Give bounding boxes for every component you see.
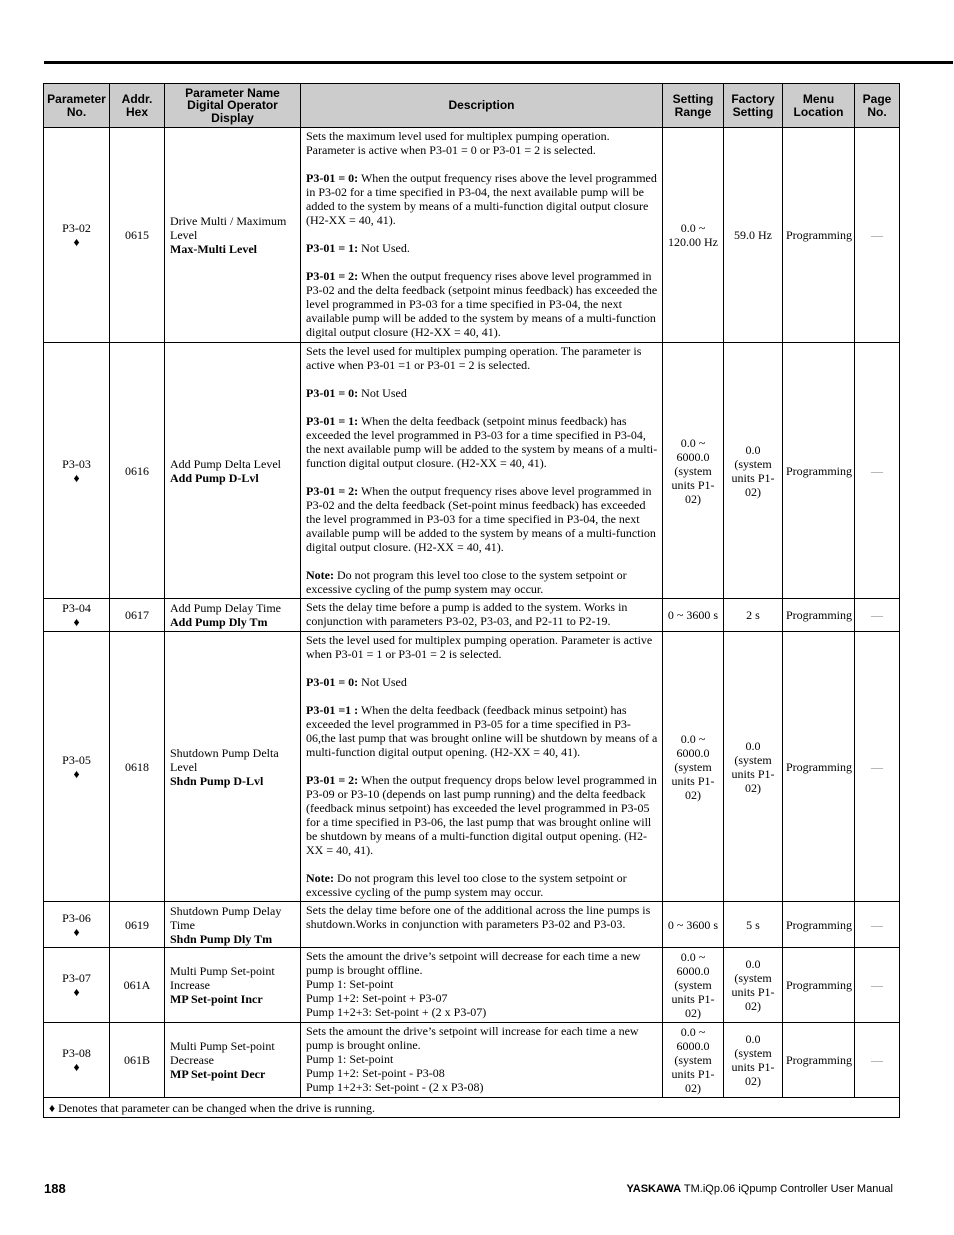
setting-range-cell: 0.0 ~ 6000.0 (system units P1-02)	[663, 948, 724, 1023]
footnote-row	[44, 1098, 900, 1118]
description-paragraph	[306, 1005, 659, 1019]
menu-location-cell: Programming	[783, 1023, 855, 1098]
description-paragraph	[306, 991, 659, 1005]
description-text: Sets the amount the drive’s setpoint will increase for each time a new pump is brought online.	[306, 1024, 639, 1052]
description-paragraph	[306, 949, 659, 977]
description-text: Not Used.	[358, 241, 410, 255]
description-text: Pump 1: Set-point	[306, 977, 394, 991]
param-number: P3-08	[62, 1046, 91, 1060]
addr-hex-cell: 061A	[110, 948, 165, 1023]
param-number: P3-04	[62, 601, 91, 615]
param-name: Add Pump Delay Time	[170, 601, 282, 615]
page-number-cell: —	[855, 902, 900, 948]
description-bold-label: Note:	[306, 871, 334, 885]
description-text: Not Used	[358, 675, 407, 689]
param-name: Multi Pump Set-point Decrease	[170, 1039, 275, 1067]
description-cell	[301, 128, 663, 343]
description-text: When the delta feedback (feedback minus setpoint) has exceeded the level programmed in P3-05 for a time specified in P3-06,the last pump that was brought online will be shutdown by means of a multi-function digital output opening. (H2-XX = 40, 41).	[306, 703, 658, 759]
page-number-cell: —	[855, 632, 900, 902]
param-name-cell	[165, 902, 301, 948]
page-number-cell: —	[855, 343, 900, 599]
description-paragraph	[306, 344, 659, 372]
description-text: Pump 1: Set-point	[306, 1052, 394, 1066]
description-text: When the output frequency rises above level programmed in P3-02 and the delta feedback (setpoint minus feedback) has exceeded the level programmed in P3-03 for a time specified in P3-04, the next available pump will be added to the system by means of a multi-function digital output closure (H2-XX = 40, 41).	[306, 269, 658, 339]
param-number: P3-06	[62, 910, 91, 925]
description-cell	[301, 599, 663, 632]
menu-location-cell: Programming	[783, 902, 855, 948]
description-paragraph	[306, 568, 659, 596]
setting-range-cell: 0.0 ~ 6000.0 (system units P1-02)	[663, 632, 724, 902]
description-bold-label: P3-01 = 2:	[306, 269, 359, 283]
diamond-icon: ♦	[73, 235, 80, 249]
description-bold-label: P3-01 = 0:	[306, 675, 359, 689]
header-param-no: Parameter No.	[44, 84, 110, 128]
factory-setting-cell: 0.0 (system units P1-02)	[724, 948, 783, 1023]
description-text: Sets the delay time before a pump is added to the system. Works in conjunction with parameters P3-02, P3-03, and P2-11 to P2-19.	[306, 600, 628, 628]
factory-setting-cell: 59.0 Hz	[724, 128, 783, 343]
description-paragraph	[306, 871, 659, 899]
header-setting-range: Setting Range	[663, 84, 724, 128]
description-cell	[301, 1023, 663, 1098]
description-text: When the output frequency drops below level programmed in P3-09 or P3-10 (depends on last pump running) and the delta feedback (feedback minus setpoint) has exceeded the level programmed in P3-05 for a time specified in P3-06, the last pump that was brought online will be shutdown by means of a multi-function digital output opening. (H2-XX = 40, 41).	[306, 773, 657, 857]
operator-display: Add Pump Dly Tm	[170, 615, 268, 629]
footer-title	[626, 1183, 893, 1195]
description-paragraph	[306, 1024, 659, 1052]
param-name: Shutdown Pump Delta Level	[170, 745, 279, 774]
description-bold-label: P3-01 = 2:	[306, 773, 359, 787]
param-number: P3-07	[62, 971, 91, 985]
header-name-display: Parameter Name Digital Operator Display	[165, 84, 301, 128]
description-cell	[301, 632, 663, 902]
description-bold-label: P3-01 = 0:	[306, 386, 359, 400]
setting-range-cell: 0.0 ~ 120.00 Hz	[663, 128, 724, 343]
param-number-cell	[44, 632, 110, 902]
addr-hex-cell: 0615	[110, 128, 165, 343]
description-paragraph	[306, 675, 659, 689]
param-number: P3-03	[62, 456, 91, 471]
header-addr-hex: Addr. Hex	[110, 84, 165, 128]
param-number: P3-02	[62, 221, 91, 235]
table-body	[44, 128, 900, 1098]
description-text: When the output frequency rises above the level programmed in P3-02 for a time specified in P3-04, the next available pump will be added to the system by means of a multi-function digital output closure (H2-XX = 40, 41).	[306, 171, 657, 227]
factory-setting-cell: 0.0 (system units P1-02)	[724, 343, 783, 599]
table-row	[44, 948, 900, 1023]
param-name-cell	[165, 1023, 301, 1098]
diamond-icon: ♦	[73, 766, 80, 781]
description-text: Sets the maximum level used for multiplex pumping operation. Parameter is active when P3-01 = 0 or P3-01 = 2 is selected.	[306, 129, 610, 157]
footnote-text: ♦ Denotes that parameter can be changed when the drive is running.	[44, 1098, 900, 1118]
diamond-icon: ♦	[73, 924, 80, 939]
manual-title: TM.iQp.06 iQpump Controller User Manual	[681, 1183, 893, 1195]
description-text: Pump 1+2+3: Set-point + (2 x P3-07)	[306, 1005, 487, 1019]
setting-range-cell: 0 ~ 3600 s	[663, 599, 724, 632]
page-number: 188	[44, 1181, 66, 1196]
page-number-cell: —	[855, 599, 900, 632]
table-row	[44, 902, 900, 948]
operator-display: Shdn Pump D-Lvl	[170, 773, 264, 788]
header-menu-location: Menu Location	[783, 84, 855, 128]
param-name: Shutdown Pump Delay Time	[170, 903, 282, 932]
param-name-cell	[165, 948, 301, 1023]
description-cell	[301, 948, 663, 1023]
table-row	[44, 599, 900, 632]
table-row	[44, 632, 900, 902]
page-number-cell: —	[855, 948, 900, 1023]
addr-hex-cell: 061B	[110, 1023, 165, 1098]
param-number-cell	[44, 343, 110, 599]
param-name: Drive Multi / Maximum Level	[170, 214, 287, 242]
header-description: Description	[301, 84, 663, 128]
table-row	[44, 1023, 900, 1098]
setting-range-cell: 0.0 ~ 6000.0 (system units P1-02)	[663, 1023, 724, 1098]
param-name: Multi Pump Set-point Increase	[170, 964, 275, 992]
description-paragraph	[306, 600, 659, 628]
setting-range-cell: 0 ~ 3600 s	[663, 902, 724, 948]
description-paragraph	[306, 484, 659, 554]
param-name-cell	[165, 599, 301, 632]
menu-location-cell: Programming	[783, 599, 855, 632]
param-number-cell	[44, 1023, 110, 1098]
param-name-cell	[165, 632, 301, 902]
header-factory-setting: Factory Setting	[724, 84, 783, 128]
addr-hex-cell: 0618	[110, 632, 165, 902]
diamond-icon: ♦	[73, 1060, 80, 1074]
diamond-icon: ♦	[73, 985, 80, 999]
description-cell	[301, 343, 663, 599]
brand-name: YASKAWA	[626, 1183, 682, 1195]
description-paragraph	[306, 129, 659, 157]
description-paragraph	[306, 903, 659, 931]
page-number-cell: —	[855, 1023, 900, 1098]
description-text: Not Used	[358, 386, 407, 400]
menu-location-cell: Programming	[783, 128, 855, 343]
description-bold-label: P3-01 = 0:	[306, 171, 359, 185]
menu-location-cell: Programming	[783, 948, 855, 1023]
param-number-cell	[44, 902, 110, 948]
param-number: P3-05	[62, 752, 91, 767]
description-paragraph	[306, 1066, 659, 1080]
description-bold-label: Note:	[306, 568, 334, 582]
description-paragraph	[306, 977, 659, 991]
description-text: Pump 1+2: Set-point - P3-08	[306, 1066, 445, 1080]
description-paragraph	[306, 633, 659, 661]
description-paragraph	[306, 1080, 659, 1094]
description-bold-label: P3-01 = 2:	[306, 484, 359, 498]
description-bold-label: P3-01 = 1:	[306, 241, 359, 255]
factory-setting-cell: 0.0 (system units P1-02)	[724, 632, 783, 902]
operator-display: MP Set-point Decr	[170, 1067, 266, 1081]
param-number-cell	[44, 128, 110, 343]
description-bold-label: P3-01 = 1:	[306, 414, 359, 428]
param-name: Add Pump Delta Level	[170, 456, 281, 471]
operator-display: MP Set-point Incr	[170, 992, 263, 1006]
param-number-cell	[44, 948, 110, 1023]
param-number-cell	[44, 599, 110, 632]
description-text: Pump 1+2+3: Set-point - (2 x P3-08)	[306, 1080, 484, 1094]
description-text: Sets the delay time before one of the additional across the line pumps is shutdown.Works in conjunction with parameters P3-02 and P3-03.	[306, 903, 651, 931]
table-row	[44, 343, 900, 599]
description-paragraph	[306, 1052, 659, 1066]
description-text: Sets the level used for multiplex pumping operation. Parameter is active when P3-01 = 1 or P3-01 = 2 is selected.	[306, 633, 653, 661]
description-paragraph	[306, 386, 659, 400]
factory-setting-cell: 0.0 (system units P1-02)	[724, 1023, 783, 1098]
description-text: Sets the level used for multiplex pumping operation. The parameter is active when P3-01 =1 or P3-01 = 2 is selected.	[306, 344, 642, 372]
description-text: Pump 1+2: Set-point + P3-07	[306, 991, 448, 1005]
factory-setting-cell: 2 s	[724, 599, 783, 632]
operator-display: Shdn Pump Dly Tm	[170, 931, 273, 946]
table-header-row	[44, 84, 900, 128]
addr-hex-cell: 0619	[110, 902, 165, 948]
description-paragraph	[306, 414, 659, 470]
addr-hex-cell: 0616	[110, 343, 165, 599]
setting-range-cell: 0.0 ~ 6000.0 (system units P1-02)	[663, 343, 724, 599]
addr-hex-cell: 0617	[110, 599, 165, 632]
description-text: When the delta feedback (setpoint minus feedback) has exceeded the level programmed in P3-03 for a time specified in P3-04, the next available pump will be added to the system by means of a multi-function digital output closure. (H2-XX = 40, 41).	[306, 414, 658, 470]
description-text: Do not program this level too close to the system setpoint or excessive cycling of the pump system may occur.	[306, 568, 627, 596]
diamond-icon: ♦	[73, 470, 80, 485]
diamond-icon: ♦	[73, 615, 80, 629]
description-cell	[301, 902, 663, 948]
description-text: Do not program this level too close to the system setpoint or excessive cycling of the pump system may occur.	[306, 871, 627, 899]
description-text: Sets the amount the drive’s setpoint will decrease for each time a new pump is brought offline.	[306, 949, 641, 977]
description-bold-label: P3-01 =1 :	[306, 703, 359, 717]
description-paragraph	[306, 171, 659, 227]
param-name-cell	[165, 128, 301, 343]
description-paragraph	[306, 773, 659, 857]
parameter-table	[43, 83, 900, 1118]
top-rule	[44, 61, 953, 64]
param-name-cell	[165, 343, 301, 599]
operator-display: Max-Multi Level	[170, 242, 257, 256]
description-paragraph	[306, 241, 659, 255]
menu-location-cell: Programming	[783, 343, 855, 599]
operator-display: Add Pump D-Lvl	[170, 470, 259, 485]
table-row	[44, 128, 900, 343]
factory-setting-cell: 5 s	[724, 902, 783, 948]
description-paragraph	[306, 269, 659, 339]
header-page-no: Page No.	[855, 84, 900, 128]
page-number-cell: —	[855, 128, 900, 343]
description-text: When the output frequency rises above level programmed in P3-02 and the delta feedback (Set-point minus feedback) has exceeded the level programmed in P3-03 for a time specified in P3-04, the next available pump will be added to the system by means of a multi-function digital output closure. (H2-XX = 40, 41).	[306, 484, 656, 554]
description-paragraph	[306, 703, 659, 759]
menu-location-cell: Programming	[783, 632, 855, 902]
